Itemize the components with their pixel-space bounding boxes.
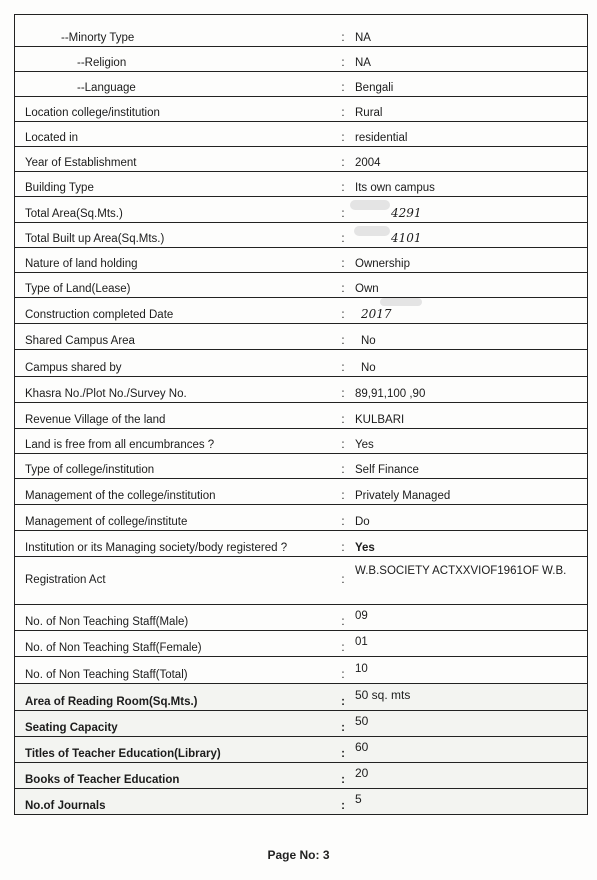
row-value: 89,91,100 ,90 bbox=[355, 388, 426, 400]
row-value: Ownership bbox=[355, 258, 410, 270]
table-row: Institution or its Managing society/body registered ? : Yes bbox=[15, 531, 587, 557]
row-value: 50 sq. mts bbox=[355, 688, 411, 702]
table-row: Nature of land holding : Ownership bbox=[15, 248, 587, 273]
row-value: 4291 bbox=[391, 206, 422, 220]
row-label: Campus shared by bbox=[25, 362, 122, 374]
row-label: Registration Act bbox=[25, 573, 106, 586]
row-label: Institution or its Managing society/body registered ? bbox=[25, 542, 288, 554]
row-value: 5 bbox=[355, 792, 362, 806]
row-label: --Minorty Type bbox=[61, 32, 135, 44]
row-value: Its own campus bbox=[355, 182, 435, 194]
table-row: Shared Campus Area : No bbox=[15, 324, 587, 350]
table-row: --Language : Bengali bbox=[15, 72, 587, 97]
row-label: No. of Non Teaching Staff(Female) bbox=[25, 642, 202, 654]
row-value: Own bbox=[355, 283, 379, 295]
row-label: Building Type bbox=[25, 182, 94, 194]
table-row: No. of Non Teaching Staff(Male) : 09 bbox=[15, 605, 587, 631]
table-row: Building Type : Its own campus bbox=[15, 172, 587, 197]
details-table bbox=[14, 14, 588, 815]
table-row: --Religion : NA bbox=[15, 47, 587, 72]
row-value: Rural bbox=[355, 107, 383, 119]
table-row: Khasra No./Plot No./Survey No. : 89,91,100 ,90 bbox=[15, 377, 587, 403]
row-label: Type of college/institution bbox=[25, 464, 155, 476]
row-value: 20 bbox=[355, 766, 369, 780]
row-label: Location college/institution bbox=[25, 107, 160, 119]
row-label: No.of Journals bbox=[25, 800, 106, 812]
row-label: No. of Non Teaching Staff(Total) bbox=[25, 669, 188, 681]
row-value: Privately Managed bbox=[355, 490, 451, 502]
row-value: 10 bbox=[355, 663, 368, 675]
row-label: Management of college/institute bbox=[25, 516, 188, 528]
table-row: No. of Non Teaching Staff(Total) : 10 bbox=[15, 657, 587, 684]
table-row: Management of college/institute : Do bbox=[15, 505, 587, 531]
row-label: Land is free from all encumbrances ? bbox=[25, 439, 215, 451]
row-value: Yes bbox=[355, 439, 374, 451]
row-value: 09 bbox=[355, 610, 368, 622]
table-row: Seating Capacity : 50 bbox=[15, 711, 587, 737]
table-row: Type of Land(Lease) : Own bbox=[15, 273, 587, 298]
table-row: Registration Act : W.B.SOCIETY ACTXXVIOF1961OF W.B. bbox=[15, 557, 587, 605]
row-label: Revenue Village of the land bbox=[25, 414, 166, 426]
row-label: No. of Non Teaching Staff(Male) bbox=[25, 616, 189, 628]
scribble-mark bbox=[354, 226, 390, 236]
row-label: Type of Land(Lease) bbox=[25, 283, 131, 295]
table-row: Year of Establishment : 2004 bbox=[15, 147, 587, 172]
row-value: 4101 bbox=[391, 231, 422, 245]
row-label: Located in bbox=[25, 132, 79, 144]
table-row: Management of the college/institution : Privately Managed bbox=[15, 479, 587, 505]
row-value: 01 bbox=[355, 636, 368, 648]
row-value: residential bbox=[355, 132, 408, 144]
row-value: No bbox=[361, 335, 376, 347]
scribble-mark bbox=[350, 200, 390, 210]
table-row: Titles of Teacher Education(Library) : 60 bbox=[15, 737, 587, 763]
row-label: Year of Establishment bbox=[25, 157, 137, 169]
table-row: Type of college/institution : Self Finance bbox=[15, 454, 587, 479]
table-row: Total Area(Sq.Mts.) : 4291 bbox=[15, 197, 587, 223]
row-value: KULBARI bbox=[355, 414, 405, 426]
row-value: NA bbox=[355, 57, 371, 69]
row-label: Shared Campus Area bbox=[25, 335, 135, 347]
table-row: --Minorty Type : NA bbox=[15, 15, 587, 47]
table-row: Campus shared by : No bbox=[15, 350, 587, 377]
table-row: Total Built up Area(Sq.Mts.) : 4101 bbox=[15, 223, 587, 248]
row-label: Construction completed Date bbox=[25, 309, 174, 321]
table-row: Books of Teacher Education : 20 bbox=[15, 763, 587, 789]
table-row: No. of Non Teaching Staff(Female) : 01 bbox=[15, 631, 587, 657]
row-value: No bbox=[361, 362, 376, 374]
row-label: Books of Teacher Education bbox=[25, 774, 180, 786]
row-value: 2004 bbox=[355, 157, 381, 169]
table-row: Land is free from all encumbrances ? : Yes bbox=[15, 429, 587, 454]
table-row: Construction completed Date : 2017 bbox=[15, 298, 587, 324]
table-row: Revenue Village of the land : KULBARI bbox=[15, 403, 587, 429]
row-value: 2017 bbox=[361, 307, 392, 321]
table-row: Location college/institution : Rural bbox=[15, 97, 587, 122]
row-label: Titles of Teacher Education(Library) bbox=[25, 748, 221, 760]
row-value: 60 bbox=[355, 740, 369, 754]
row-value: 50 bbox=[355, 714, 369, 728]
row-label: Management of the college/institution bbox=[25, 490, 216, 502]
scribble-mark bbox=[380, 298, 422, 306]
row-value: W.B.SOCIETY ACTXXVIOF1961OF W.B. bbox=[355, 565, 567, 577]
row-label: --Language bbox=[77, 82, 136, 94]
table-row: No.of Journals : 5 bbox=[15, 789, 587, 815]
row-value: Self Finance bbox=[355, 464, 419, 476]
row-label: Total Area(Sq.Mts.) bbox=[25, 208, 123, 220]
row-value: Yes bbox=[355, 542, 375, 554]
row-label: Nature of land holding bbox=[25, 258, 138, 270]
row-label: Seating Capacity bbox=[25, 722, 118, 734]
row-value: Bengali bbox=[355, 82, 394, 94]
page-number: Page No: 3 bbox=[267, 848, 330, 862]
row-label: Area of Reading Room(Sq.Mts.) bbox=[25, 696, 198, 708]
row-label: --Religion bbox=[77, 57, 127, 69]
row-value: Do bbox=[355, 516, 370, 528]
library-section bbox=[15, 684, 587, 815]
table-row: Area of Reading Room(Sq.Mts.) : 50 sq. mts bbox=[15, 684, 587, 711]
table-row: Located in : residential bbox=[15, 122, 587, 147]
row-label: Khasra No./Plot No./Survey No. bbox=[25, 388, 187, 400]
row-label: Total Built up Area(Sq.Mts.) bbox=[25, 233, 165, 245]
row-value: NA bbox=[355, 32, 371, 44]
